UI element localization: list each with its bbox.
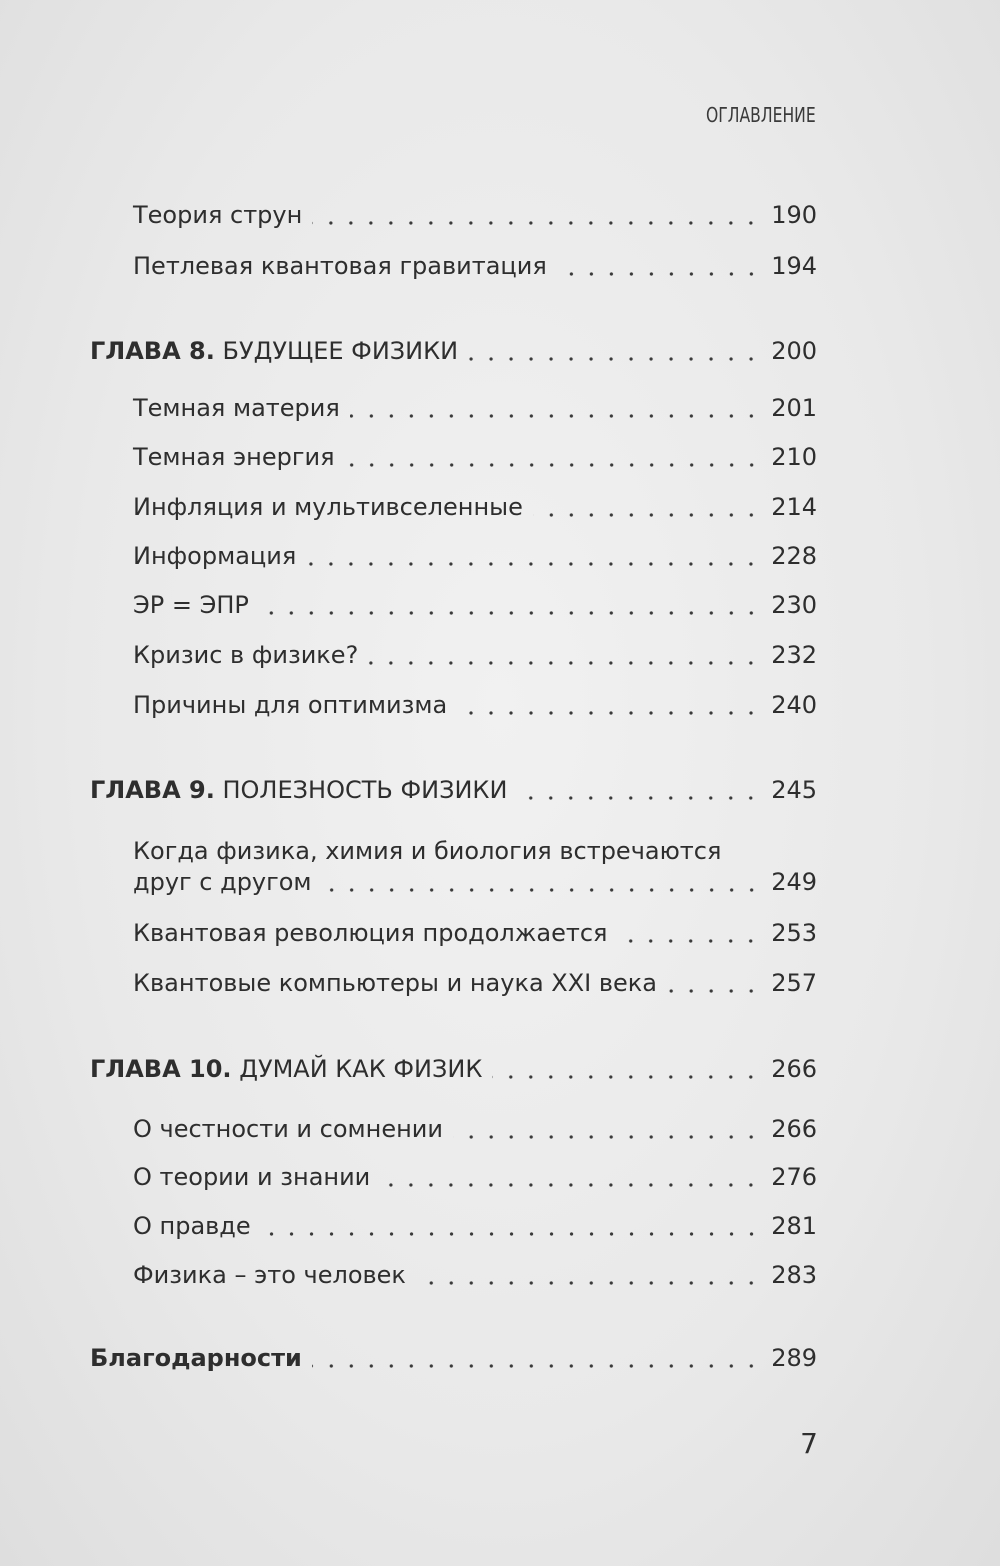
entry-page: 257: [771, 969, 817, 997]
chapter-heading: [90, 1053, 817, 1085]
toc-entry: [133, 250, 817, 282]
entry-page: 210: [771, 443, 817, 471]
acknowledgements-entry: [90, 1342, 817, 1374]
entry-page: 228: [771, 542, 817, 570]
leader-dots: [468, 335, 761, 367]
leader-dots: [457, 689, 761, 721]
entry-title: Инфляция и мультивселенные: [133, 493, 523, 521]
entry-page: 289: [771, 1344, 817, 1372]
entry-title: Квантовые компьютеры и наука XXI века: [133, 969, 657, 997]
toc-entry: [133, 1113, 817, 1145]
entry-title: Квантовая революция продолжается: [133, 919, 608, 947]
leader-dots: [533, 491, 761, 523]
entry-page: 232: [771, 641, 817, 669]
leader-dots: [617, 917, 761, 949]
running-header: ОГЛАВЛЕНИЕ: [706, 103, 816, 127]
toc-entry: [133, 689, 817, 721]
toc-entry: [133, 866, 817, 898]
entry-title: Информация: [133, 542, 297, 570]
chapter-page: 245: [771, 776, 817, 804]
entry-title: О правде: [133, 1212, 251, 1240]
toc-entry: [133, 491, 817, 523]
entry-page: 283: [771, 1261, 817, 1289]
leader-dots: [517, 774, 761, 806]
leader-dots: [350, 392, 761, 424]
toc-entry: [133, 1210, 817, 1242]
entry-page: 230: [771, 591, 817, 619]
entry-page: 281: [771, 1212, 817, 1240]
chapter-label: ГЛАВА 8.: [90, 337, 215, 365]
toc-entry: [133, 199, 817, 231]
leader-dots: [259, 589, 761, 621]
entry-title: Темная энергия: [133, 443, 335, 471]
toc-entry: [133, 589, 817, 621]
leader-dots: [261, 1210, 762, 1242]
entry-title: Теория струн: [133, 201, 303, 229]
entry-page: 201: [771, 394, 817, 422]
chapter-label: ГЛАВА 9.: [90, 776, 215, 804]
entry-title-line1: Когда физика, химия и биология встречаются: [133, 837, 722, 865]
entry-title: ЭР = ЭПР: [133, 591, 249, 619]
entry-page: 194: [771, 252, 817, 280]
chapter-title: ДУМАЙ КАК ФИЗИК: [239, 1055, 483, 1083]
toc-entry: [133, 967, 817, 999]
toc-entry: [133, 1259, 817, 1291]
chapter-page: 200: [771, 337, 817, 365]
leader-dots: [492, 1053, 761, 1085]
entry-title: О честности и сомнении: [133, 1115, 443, 1143]
entry-title: Темная материя: [133, 394, 340, 422]
leader-dots: [557, 250, 761, 282]
entry-title: друг с другом: [133, 868, 312, 896]
entry-page: 266: [771, 1115, 817, 1143]
leader-dots: [312, 199, 761, 231]
leader-dots: [380, 1161, 761, 1193]
entry-page: 190: [771, 201, 817, 229]
entry-title: О теории и знании: [133, 1163, 371, 1191]
page-number: 7: [800, 1427, 818, 1460]
chapter-heading: [90, 335, 817, 367]
entry-title: Благодарности: [90, 1344, 302, 1372]
leader-dots: [306, 540, 761, 572]
leader-dots: [345, 441, 762, 473]
leader-dots: [667, 967, 761, 999]
entry-page: 240: [771, 691, 817, 719]
chapter-label: ГЛАВА 10.: [90, 1055, 232, 1083]
toc-entry: [133, 540, 817, 572]
entry-page: 214: [771, 493, 817, 521]
leader-dots: [322, 866, 762, 898]
chapter-heading: [90, 774, 817, 806]
leader-dots: [416, 1259, 761, 1291]
toc-entry: [133, 639, 817, 671]
leader-dots: [368, 639, 761, 671]
leader-dots: [312, 1342, 761, 1374]
chapter-title: ПОЛЕЗНОСТЬ ФИЗИКИ: [222, 776, 508, 804]
entry-page: 253: [771, 919, 817, 947]
chapter-title: БУДУЩЕЕ ФИЗИКИ: [222, 337, 459, 365]
entry-title: Петлевая квантовая гравитация: [133, 252, 547, 280]
entry-title: Причины для оптимизма: [133, 691, 448, 719]
entry-page: 249: [771, 868, 817, 896]
leader-dots: [453, 1113, 761, 1145]
entry-title: Физика – это человек: [133, 1261, 406, 1289]
toc-entry: [133, 1161, 817, 1193]
toc-entry: [133, 392, 817, 424]
chapter-page: 266: [771, 1055, 817, 1083]
entry-title: Кризис в физике?: [133, 641, 359, 669]
toc-entry: [133, 441, 817, 473]
entry-page: 276: [771, 1163, 817, 1191]
toc-entry: [133, 917, 817, 949]
